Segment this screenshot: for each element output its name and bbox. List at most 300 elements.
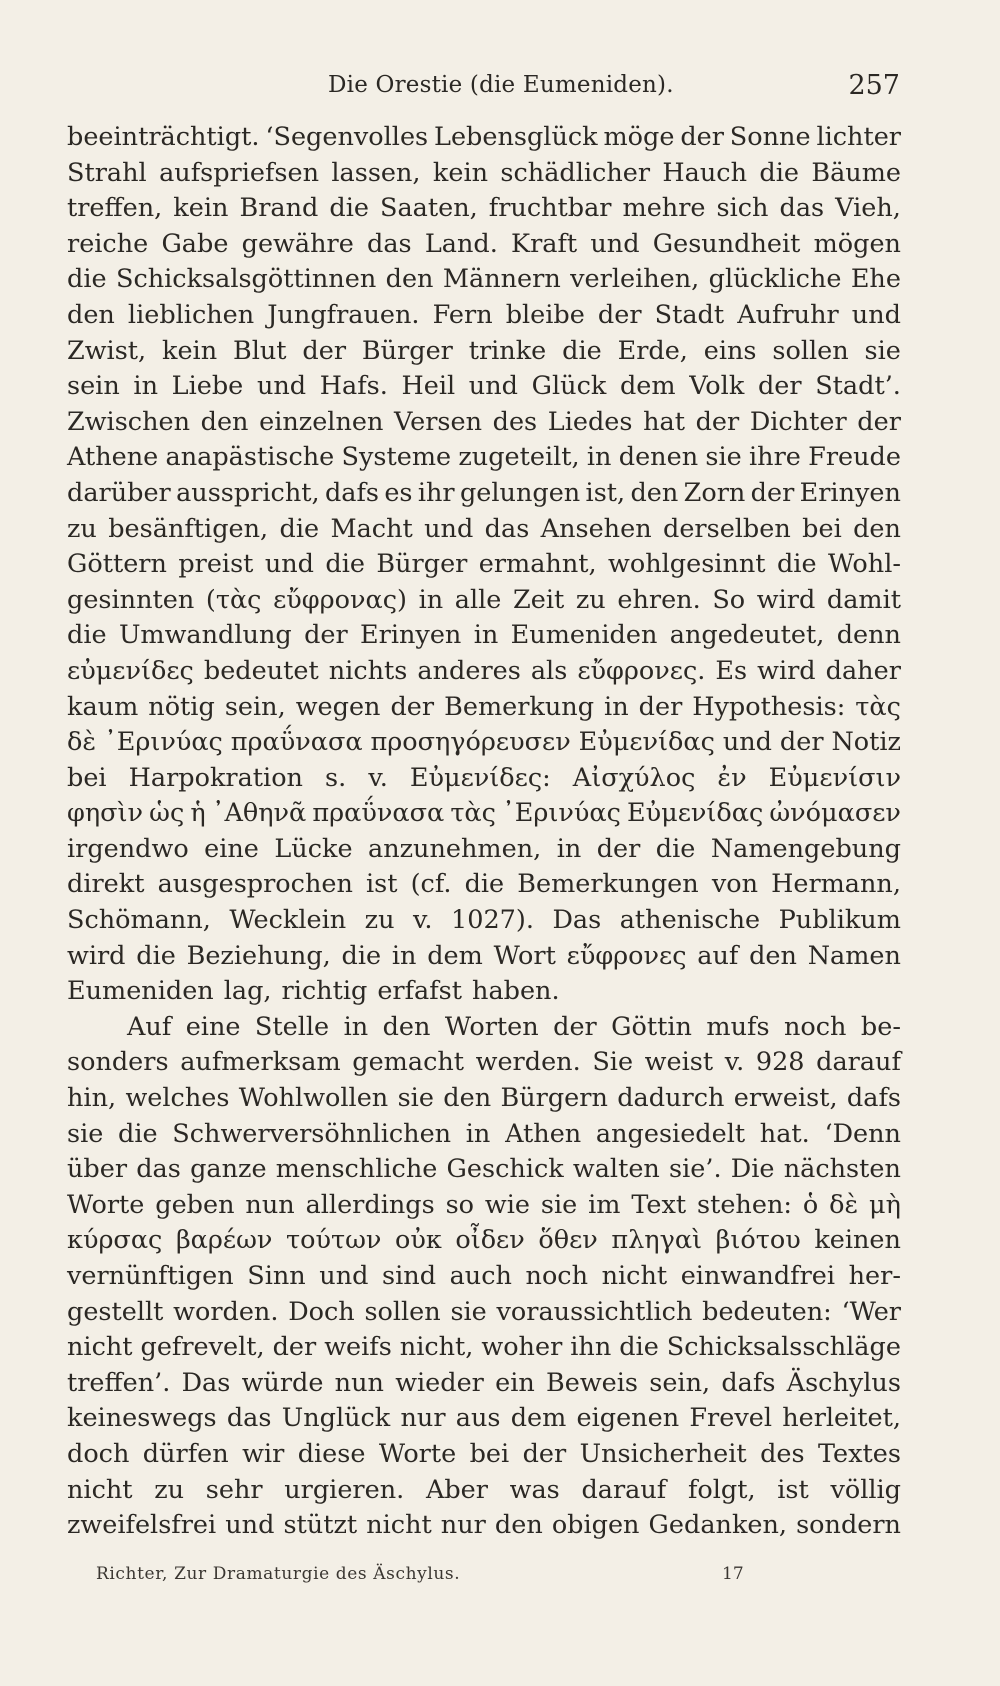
word: angesiedelt bbox=[595, 1118, 746, 1149]
word: Liebe bbox=[171, 371, 244, 402]
word: Jungfrauen. bbox=[267, 299, 420, 330]
text-line bbox=[67, 761, 901, 797]
word: auch bbox=[449, 1261, 512, 1291]
word: beeinträchtigt. bbox=[67, 122, 260, 152]
word: nur bbox=[440, 1510, 486, 1541]
word: wohlgesinnt bbox=[608, 549, 766, 580]
word: δὲ bbox=[67, 727, 97, 758]
word: möge bbox=[603, 122, 675, 152]
word: Bäume bbox=[811, 157, 901, 188]
sheet-number: 17 bbox=[722, 1564, 744, 1584]
word: Macht bbox=[330, 513, 413, 544]
word: Namengebung bbox=[710, 833, 901, 864]
word: οὐκ bbox=[394, 1225, 442, 1256]
word: Es bbox=[715, 655, 748, 686]
text-line bbox=[67, 1366, 901, 1402]
word: So bbox=[712, 584, 746, 615]
word: Das bbox=[552, 905, 602, 936]
text-line bbox=[67, 939, 901, 975]
text-line bbox=[67, 1188, 901, 1224]
word: einwandfrei bbox=[680, 1261, 836, 1291]
word: ᾿Ερινύας bbox=[103, 727, 223, 758]
word: dafs bbox=[721, 1367, 776, 1398]
word: im bbox=[588, 1189, 621, 1220]
word: zu bbox=[575, 584, 606, 615]
word: πραΰνασα bbox=[230, 727, 363, 758]
word: der bbox=[750, 477, 795, 508]
word: darüber bbox=[67, 477, 171, 508]
word: wird bbox=[67, 940, 126, 971]
word: der bbox=[680, 122, 724, 152]
word: Männern bbox=[442, 264, 561, 295]
word: von bbox=[711, 869, 758, 900]
text-line bbox=[67, 867, 901, 903]
word: die bbox=[655, 833, 696, 864]
word: Wohl- bbox=[827, 549, 901, 580]
page-number: 257 bbox=[848, 70, 900, 101]
word: die bbox=[759, 157, 799, 188]
word: der bbox=[597, 299, 642, 330]
word: anzunehmen, bbox=[368, 833, 542, 864]
word: Brand bbox=[239, 193, 319, 224]
word: richtig bbox=[281, 976, 368, 1007]
text-line bbox=[67, 725, 901, 761]
word: ehren. bbox=[617, 584, 701, 615]
word: Schwerversöhnlichen bbox=[172, 1118, 452, 1149]
word: ihn bbox=[570, 1332, 612, 1363]
word: Heil bbox=[401, 371, 456, 402]
word: ἐν bbox=[717, 762, 747, 793]
word: Sonne bbox=[729, 122, 811, 152]
word: Εὐμενίδες: bbox=[409, 762, 551, 793]
word: Liedes bbox=[547, 406, 633, 437]
word: προσηγόρευσεν bbox=[370, 727, 571, 758]
word: welches bbox=[125, 1083, 230, 1114]
word: aus bbox=[455, 1403, 501, 1434]
text-line bbox=[67, 1330, 901, 1366]
word: den bbox=[385, 264, 434, 295]
word: Erde, bbox=[617, 335, 688, 366]
word: alle bbox=[454, 584, 502, 615]
word: die bbox=[464, 869, 505, 900]
word: Göttin bbox=[611, 1011, 692, 1042]
text-line bbox=[67, 262, 901, 298]
word: völlig bbox=[830, 1474, 901, 1505]
word: ᾿Ερινύας bbox=[502, 798, 621, 829]
word: bedeuten: bbox=[702, 1296, 832, 1327]
word: zugeteilt, bbox=[458, 442, 580, 473]
word: der bbox=[272, 1332, 317, 1363]
word: der bbox=[757, 371, 802, 402]
word: dürfen bbox=[142, 1438, 229, 1469]
word: sie bbox=[540, 1189, 578, 1220]
word: dafs bbox=[846, 1083, 901, 1114]
word: ihre bbox=[749, 442, 801, 473]
word: nicht bbox=[366, 1510, 432, 1541]
word: Unsicherheit bbox=[579, 1438, 747, 1469]
text-line bbox=[67, 191, 901, 227]
text-line bbox=[67, 618, 901, 654]
word: der bbox=[390, 691, 435, 722]
word: zweifelsfrei bbox=[67, 1510, 217, 1541]
word: keineswegs bbox=[67, 1403, 217, 1434]
word: worden. bbox=[173, 1296, 279, 1327]
word: sie bbox=[67, 1118, 104, 1149]
word: irgendwo bbox=[67, 833, 189, 864]
word: sie bbox=[450, 1296, 487, 1327]
word: und bbox=[424, 513, 474, 544]
word: kaum bbox=[67, 691, 139, 722]
word: es bbox=[384, 477, 413, 508]
word: Hypothesis: bbox=[692, 691, 846, 722]
word: Text bbox=[631, 1189, 687, 1220]
word: athenische bbox=[619, 905, 761, 936]
word: be- bbox=[860, 1011, 901, 1042]
word: in bbox=[604, 691, 629, 722]
word: herleitet, bbox=[782, 1403, 901, 1434]
text-line bbox=[67, 1045, 901, 1081]
word: den bbox=[853, 513, 901, 544]
word: Aber bbox=[425, 1474, 488, 1505]
word: Volk bbox=[689, 371, 745, 402]
word: v. bbox=[724, 1047, 745, 1078]
word: preist bbox=[178, 549, 254, 580]
word: Strahl bbox=[67, 157, 147, 188]
word: οἶδεν bbox=[455, 1225, 525, 1256]
word: diese bbox=[297, 1438, 366, 1469]
word: denn bbox=[836, 620, 901, 651]
word: Hafs. bbox=[319, 371, 388, 402]
word: der bbox=[302, 335, 347, 366]
word: sein, bbox=[224, 691, 286, 722]
text-line bbox=[67, 796, 901, 832]
word: τὰς bbox=[450, 798, 496, 829]
word: τὰς bbox=[855, 691, 901, 722]
word: ‘Wer bbox=[841, 1296, 901, 1327]
word: sein, bbox=[649, 1367, 711, 1398]
word: ermahnt, bbox=[478, 549, 597, 580]
word: (cf. bbox=[410, 869, 452, 900]
word: darauf bbox=[581, 1474, 667, 1505]
word: Athen bbox=[505, 1118, 582, 1149]
word: ausgesprochen bbox=[157, 869, 353, 900]
text-line bbox=[67, 512, 901, 548]
word: Das bbox=[181, 1367, 231, 1398]
word: die bbox=[136, 940, 176, 971]
word: Schicksalsschläge bbox=[666, 1332, 901, 1363]
word: Systeme bbox=[341, 442, 452, 473]
word: Bürger bbox=[376, 549, 468, 580]
word: kein bbox=[432, 157, 489, 188]
word: Lebensglück bbox=[434, 122, 598, 152]
word: die bbox=[619, 1332, 659, 1363]
word: und bbox=[256, 371, 307, 402]
word: Hauch bbox=[662, 157, 747, 188]
word: vernünftigen bbox=[67, 1261, 234, 1291]
word: geben bbox=[155, 1189, 235, 1220]
word: sich bbox=[716, 193, 769, 224]
page-header bbox=[66, 66, 906, 106]
word: so bbox=[445, 1189, 475, 1220]
word: Εὐμενίδας bbox=[627, 798, 764, 829]
word: anderes bbox=[417, 655, 521, 686]
word: ὡς bbox=[149, 798, 185, 829]
word: Worten bbox=[444, 1011, 539, 1042]
word: bedeutet bbox=[203, 655, 319, 686]
word: sie bbox=[864, 335, 901, 366]
word: doch bbox=[67, 1438, 130, 1469]
word: eins bbox=[703, 335, 757, 366]
word: den bbox=[200, 406, 249, 437]
word: bei bbox=[802, 513, 842, 544]
text-line bbox=[67, 974, 901, 1010]
word: walten bbox=[572, 1154, 660, 1185]
text-line bbox=[67, 405, 901, 441]
word: zu bbox=[364, 905, 395, 936]
word: (τὰς bbox=[205, 584, 262, 615]
word: Eumeniden bbox=[67, 976, 214, 1007]
word: der bbox=[779, 727, 824, 758]
word: denen bbox=[618, 442, 699, 473]
word: eigenen bbox=[576, 1403, 680, 1434]
word: die bbox=[341, 940, 382, 971]
word: δὲ bbox=[829, 1189, 859, 1220]
word: Worte bbox=[378, 1438, 457, 1469]
word: Frevel bbox=[689, 1403, 772, 1434]
word: fruchtbar bbox=[488, 193, 612, 224]
word: Vieh, bbox=[835, 193, 901, 224]
word: Gedanken, bbox=[648, 1510, 788, 1541]
word: v. bbox=[368, 762, 388, 793]
word: nun bbox=[334, 1367, 384, 1398]
word: nicht, bbox=[399, 1332, 474, 1363]
word: stützt bbox=[283, 1510, 358, 1541]
word: Wort bbox=[493, 940, 556, 971]
word: und bbox=[264, 549, 314, 580]
text-line bbox=[67, 1223, 901, 1259]
word: Ehe bbox=[850, 264, 901, 295]
word: den bbox=[382, 1011, 431, 1042]
word: Εὐμενίδας bbox=[578, 727, 715, 758]
word: εὔφρονες. bbox=[577, 655, 706, 686]
word: Sie bbox=[592, 1047, 634, 1078]
word: Saaten, bbox=[379, 193, 478, 224]
word: die bbox=[562, 335, 602, 366]
word: menschliche bbox=[275, 1154, 438, 1185]
word: erweist, bbox=[733, 1083, 838, 1114]
word: die bbox=[325, 549, 365, 580]
text-line bbox=[67, 1437, 901, 1473]
word: gewähre bbox=[241, 228, 354, 259]
word: Schömann, bbox=[67, 905, 211, 936]
word: sondern bbox=[796, 1510, 901, 1541]
word: mufs bbox=[706, 1011, 770, 1042]
word: in bbox=[556, 833, 582, 864]
word: Bürgern bbox=[500, 1083, 608, 1114]
word: 1027). bbox=[451, 905, 534, 936]
word: stehen: bbox=[697, 1189, 792, 1220]
word: sollen bbox=[364, 1296, 441, 1327]
word: zu bbox=[67, 513, 97, 544]
word: der bbox=[553, 1011, 597, 1042]
word: nächsten bbox=[783, 1154, 901, 1185]
word: gemacht bbox=[352, 1047, 465, 1078]
word: Gesundheit bbox=[652, 228, 801, 259]
word: derselben bbox=[663, 513, 791, 544]
word: Stadt’. bbox=[815, 371, 901, 402]
word: und bbox=[225, 1510, 275, 1541]
word: der bbox=[638, 691, 683, 722]
text-line bbox=[67, 583, 901, 619]
word: das bbox=[226, 1403, 272, 1434]
word: keinen bbox=[814, 1225, 901, 1256]
word: Doch bbox=[288, 1296, 355, 1327]
word: ἡ bbox=[190, 798, 206, 829]
word: ein bbox=[495, 1367, 535, 1398]
word: κύρσας bbox=[67, 1225, 163, 1256]
word: einzelnen bbox=[259, 406, 384, 437]
text-line bbox=[67, 1152, 901, 1188]
word: Beziehung, bbox=[186, 940, 331, 971]
word: dem bbox=[427, 940, 483, 971]
word: nichts bbox=[328, 655, 408, 686]
word: das bbox=[136, 1154, 181, 1185]
word: sie’. bbox=[669, 1154, 722, 1185]
word: ᾿Αθηνᾶ bbox=[211, 798, 307, 829]
word: kein bbox=[162, 335, 218, 366]
word: weifs bbox=[324, 1332, 392, 1363]
word: gefrevelt, bbox=[140, 1332, 265, 1363]
word: εὔφρονες bbox=[566, 940, 687, 971]
word: mögen bbox=[813, 228, 901, 259]
word: Zwischen bbox=[67, 406, 191, 437]
word: und bbox=[319, 1261, 369, 1291]
word: τούτων bbox=[286, 1225, 382, 1256]
word: über bbox=[67, 1154, 128, 1185]
word: Beweis bbox=[546, 1367, 639, 1398]
text-line bbox=[67, 1295, 901, 1331]
word: nur bbox=[400, 1403, 446, 1434]
text-line bbox=[67, 690, 901, 726]
word: Zorn bbox=[683, 477, 746, 508]
word: Dichter bbox=[749, 406, 847, 437]
word: Textes bbox=[818, 1438, 901, 1469]
word: die bbox=[776, 549, 817, 580]
word: in bbox=[418, 584, 444, 615]
word: und bbox=[468, 371, 518, 402]
word: Bemerkungen bbox=[517, 869, 699, 900]
word: ist, bbox=[585, 477, 626, 508]
word: s. bbox=[325, 762, 347, 793]
text-line bbox=[67, 903, 901, 939]
word: ‘Segenvolles bbox=[265, 122, 429, 152]
word: Wohlwollen bbox=[238, 1083, 389, 1114]
word: wieder bbox=[395, 1367, 484, 1398]
word: auf bbox=[697, 940, 739, 971]
word: βαρέων bbox=[175, 1225, 273, 1256]
word: Αἰσχύλος bbox=[572, 762, 696, 793]
word: μὴ bbox=[869, 1189, 901, 1220]
word: daher bbox=[825, 655, 901, 686]
word: besänftigen, bbox=[108, 513, 269, 544]
page-footer bbox=[66, 1564, 906, 1594]
word: anapästische bbox=[165, 442, 335, 473]
word: verleihen, bbox=[570, 264, 700, 295]
word: gestellt bbox=[67, 1296, 164, 1327]
word: bei bbox=[67, 762, 107, 793]
text-line bbox=[67, 1508, 901, 1544]
word: angedeutet, bbox=[669, 620, 825, 651]
word: Bemerkung bbox=[444, 691, 595, 722]
text-line bbox=[67, 156, 901, 192]
word: v. bbox=[413, 905, 433, 936]
word: Freude bbox=[808, 442, 901, 473]
signature-line: Richter, Zur Dramaturgie des Äschylus. bbox=[96, 1564, 461, 1584]
word: Ansehen bbox=[540, 513, 652, 544]
text-line bbox=[67, 334, 901, 370]
word: Äschylus bbox=[786, 1367, 901, 1398]
word: des bbox=[760, 1438, 805, 1469]
word: werden. bbox=[475, 1047, 581, 1078]
word: Erinyen bbox=[360, 620, 462, 651]
word: glückliche bbox=[708, 264, 842, 295]
word: urgieren. bbox=[284, 1474, 405, 1505]
word: hin, bbox=[67, 1083, 117, 1114]
word: ist bbox=[365, 869, 398, 900]
word: folgt, bbox=[687, 1474, 756, 1505]
word: πληγαὶ bbox=[611, 1225, 703, 1256]
word: nicht bbox=[67, 1332, 133, 1363]
word: aufspriefsen bbox=[159, 157, 320, 188]
text-line bbox=[67, 1010, 901, 1046]
word: und bbox=[851, 299, 901, 330]
word: sonders bbox=[67, 1047, 169, 1078]
text-line bbox=[67, 298, 901, 334]
word: treffen’. bbox=[67, 1367, 171, 1398]
word: Notiz bbox=[831, 727, 901, 758]
word: zu bbox=[154, 1474, 185, 1505]
word: Blut bbox=[232, 335, 287, 366]
word: haben. bbox=[472, 976, 560, 1007]
word: ihr bbox=[417, 477, 455, 508]
word: das bbox=[779, 193, 825, 224]
word: die bbox=[67, 264, 107, 295]
word: Gabe bbox=[161, 228, 229, 259]
word: in bbox=[473, 620, 499, 651]
word: Aufruhr bbox=[737, 299, 839, 330]
word: Stadt bbox=[654, 299, 725, 330]
text-line bbox=[67, 120, 901, 156]
word: Zeit bbox=[513, 584, 565, 615]
word: wird bbox=[757, 655, 816, 686]
word: Geschick bbox=[446, 1154, 564, 1185]
word: Umwandlung bbox=[118, 620, 292, 651]
word: in bbox=[133, 371, 159, 402]
word: direkt bbox=[67, 869, 145, 900]
word: eine bbox=[204, 833, 259, 864]
word: die bbox=[329, 193, 369, 224]
word: Zwist, bbox=[67, 335, 147, 366]
word: in bbox=[586, 442, 612, 473]
word: ausspricht, bbox=[176, 477, 320, 508]
text-line bbox=[67, 1081, 901, 1117]
word: sind bbox=[382, 1261, 437, 1291]
word: nun bbox=[245, 1189, 295, 1220]
word: bleibe bbox=[505, 299, 585, 330]
word: ὅθεν bbox=[538, 1225, 598, 1256]
word: Kraft bbox=[511, 228, 578, 259]
word: ὁ bbox=[802, 1189, 819, 1220]
